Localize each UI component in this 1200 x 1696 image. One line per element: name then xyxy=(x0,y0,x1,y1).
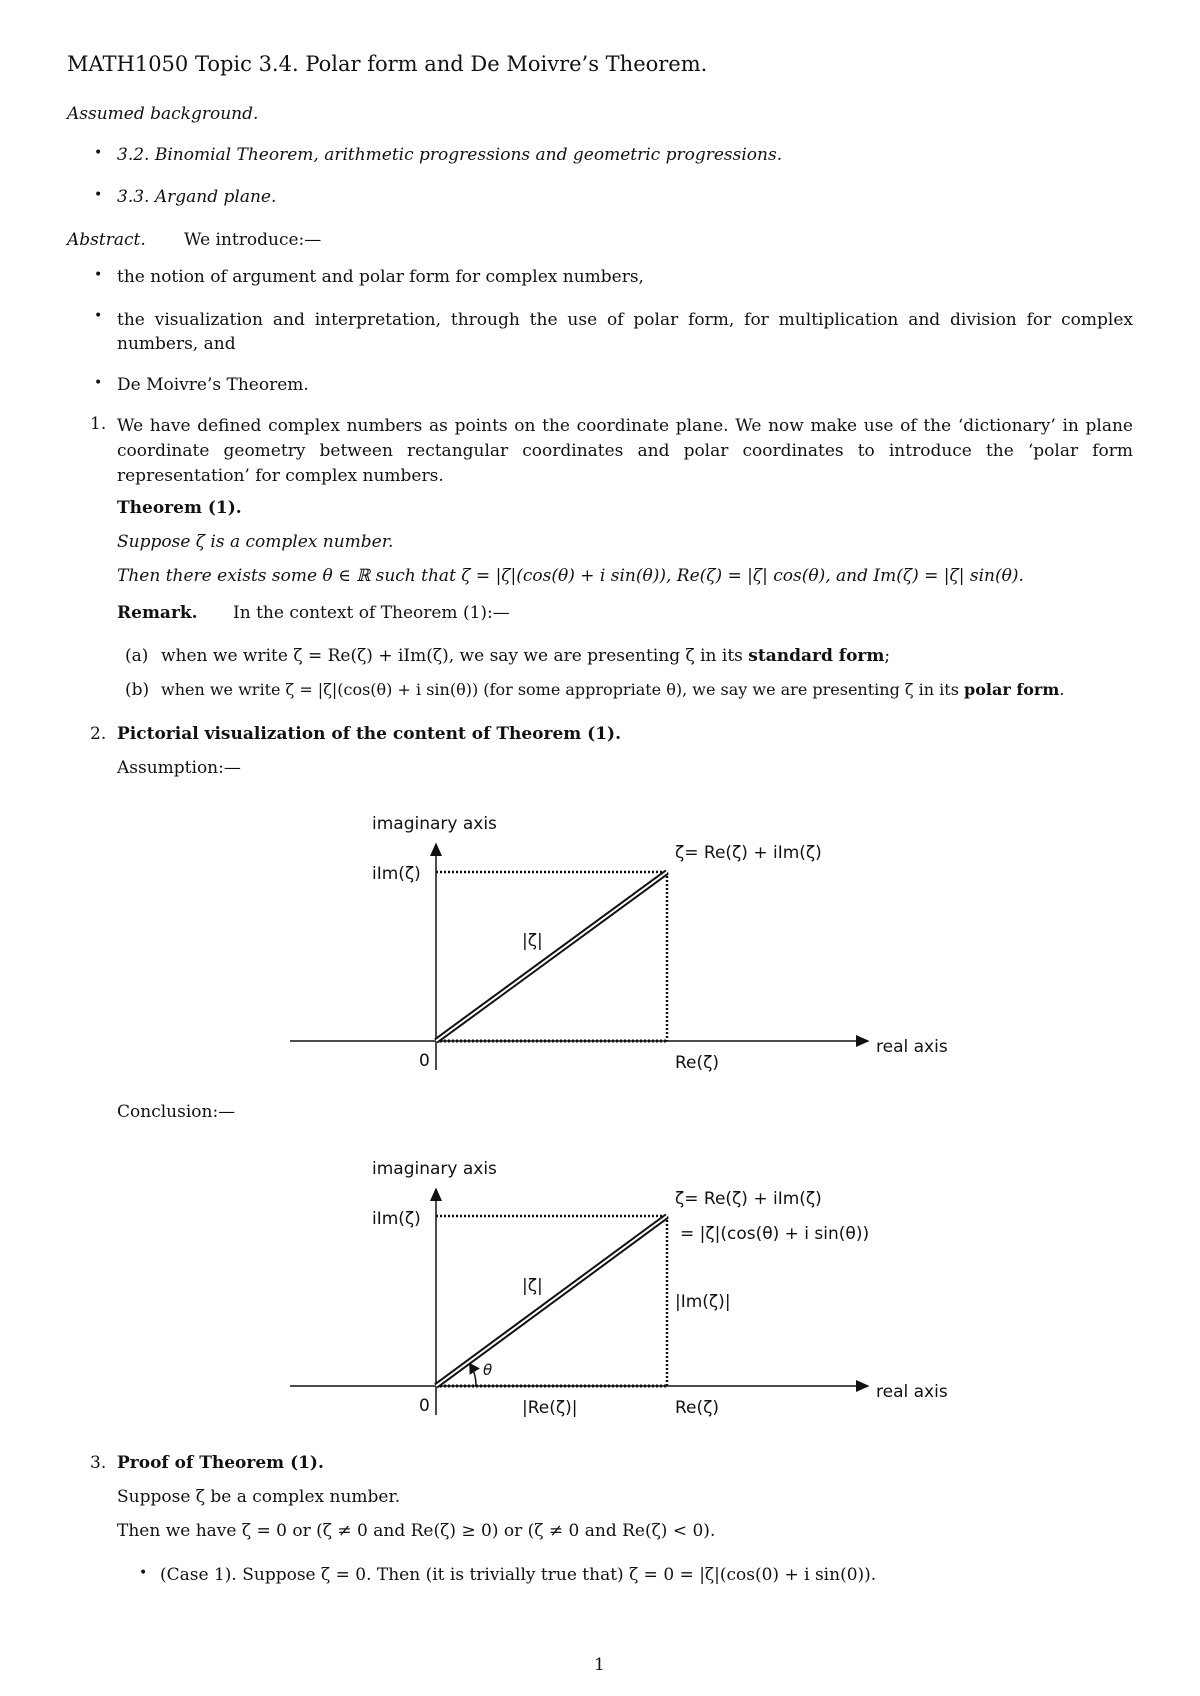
modulus-label: |ζ| xyxy=(522,1276,543,1296)
conclusion-label: Conclusion:— xyxy=(117,1102,236,1122)
theorem-line-2: Then there exists some θ ∈ ℝ such that ζ = |ζ|(cos(θ) + i sin(θ)), Re(ζ) = |ζ| cos(θ), and Im(ζ) = |ζ| sin(θ). xyxy=(117,566,1024,586)
abstract-intro: We introduce:— xyxy=(184,230,322,250)
bullet-icon: • xyxy=(94,375,103,391)
assumption-diagram xyxy=(0,800,1200,1080)
background-heading: Assumed background. xyxy=(67,104,259,124)
imaginary-axis-label: imaginary axis xyxy=(372,1159,497,1179)
i-im-label: iIm(ζ) xyxy=(372,864,421,884)
section-1-number: 1. xyxy=(90,414,107,434)
modulus-line-inner xyxy=(436,872,667,1041)
i-im-label: iIm(ζ) xyxy=(372,1209,421,1229)
real-axis-label: real axis xyxy=(876,1037,948,1057)
standard-form-term: standard form xyxy=(748,646,885,666)
bullet-icon: • xyxy=(94,187,103,203)
remark-a-text: when we write ζ = Re(ζ) + iIm(ζ), we say we are presenting ζ in its xyxy=(161,646,743,666)
theta-label: θ xyxy=(483,1361,493,1379)
abstract-item-2: the visualization and interpretation, through the use of polar form, for multiplication and division for complex numbers, and xyxy=(117,310,1133,354)
page-number: 1 xyxy=(594,1655,605,1675)
remark-text: In the context of Theorem (1):— xyxy=(233,603,510,623)
angle-arc xyxy=(470,1364,476,1386)
abstract-label: Abstract. xyxy=(67,230,146,250)
proof-line-1: Suppose ζ be a complex number. xyxy=(117,1487,401,1507)
theorem-label: Theorem (1). xyxy=(117,498,242,518)
point-label: ζ= Re(ζ) + iIm(ζ) xyxy=(675,843,822,863)
remark-b-text: when we write ζ = |ζ|(cos(θ) + i sin(θ)) (for some appropriate θ), we say we are presenting ζ in its xyxy=(161,680,959,699)
remark-b xyxy=(161,680,1064,699)
bullet-icon: • xyxy=(94,267,103,283)
origin-label: 0 xyxy=(419,1396,430,1416)
assumption-label: Assumption:— xyxy=(117,758,241,778)
polar-form-label: = |ζ|(cos(θ) + i sin(θ)) xyxy=(680,1224,870,1244)
modulus-label: |ζ| xyxy=(522,931,543,951)
section-2-heading: Pictorial visualization of the content of Theorem (1). xyxy=(117,724,621,744)
imaginary-axis-label: imaginary axis xyxy=(372,814,497,834)
abs-im-label: |Im(ζ)| xyxy=(675,1292,731,1312)
theorem-line-1: Suppose ζ is a complex number. xyxy=(117,532,394,552)
conclusion-diagram xyxy=(0,1145,1200,1430)
section-2-number: 2. xyxy=(90,724,107,744)
remark-b-label: (b) xyxy=(125,680,150,700)
remark-a-end: ; xyxy=(884,646,891,666)
bullet-icon: • xyxy=(94,308,103,324)
background-item-1: 3.2. Binomial Theorem, arithmetic progressions and geometric progressions. xyxy=(117,145,783,165)
section-3-heading: Proof of Theorem (1). xyxy=(117,1453,324,1473)
remark-a-label: (a) xyxy=(125,646,149,666)
bullet-icon: • xyxy=(139,1565,148,1581)
origin-label: 0 xyxy=(419,1051,430,1071)
remark-a xyxy=(161,646,890,666)
remark-b-end: . xyxy=(1059,680,1065,699)
section-3-number: 3. xyxy=(90,1453,107,1473)
remark-label: Remark. xyxy=(117,603,198,623)
abs-re-label: |Re(ζ)| xyxy=(522,1398,578,1418)
bullet-icon: • xyxy=(94,145,103,161)
modulus-line-inner xyxy=(436,1216,667,1386)
background-item-2: 3.3. Argand plane. xyxy=(117,187,277,207)
polar-form-term: polar form xyxy=(964,680,1060,699)
abstract-item-3: De Moivre’s Theorem. xyxy=(117,375,309,395)
case-1-text: (Case 1). Suppose ζ = 0. Then (it is trivially true that) ζ = 0 = |ζ|(cos(0) + i sin(0)). xyxy=(160,1565,877,1585)
document-title: MATH1050 Topic 3.4. Polar form and De Moivre’s Theorem. xyxy=(67,52,708,76)
point-label: ζ= Re(ζ) + iIm(ζ) xyxy=(675,1189,822,1209)
re-label: Re(ζ) xyxy=(675,1398,720,1418)
section-1-text: We have defined complex numbers as points on the coordinate plane. We now make use of the ‘dictionary’ in plane coordinate geometry between rectangular coordinates and polar coordinates to introduce the ‘polar form representation’ for complex numbers. xyxy=(117,416,1133,486)
abstract-item-1: the notion of argument and polar form for complex numbers, xyxy=(117,267,644,287)
proof-line-2: Then we have ζ = 0 or (ζ ≠ 0 and Re(ζ) ≥ 0) or (ζ ≠ 0 and Re(ζ) < 0). xyxy=(117,1521,716,1541)
real-axis-label: real axis xyxy=(876,1382,948,1402)
re-label: Re(ζ) xyxy=(675,1053,720,1073)
